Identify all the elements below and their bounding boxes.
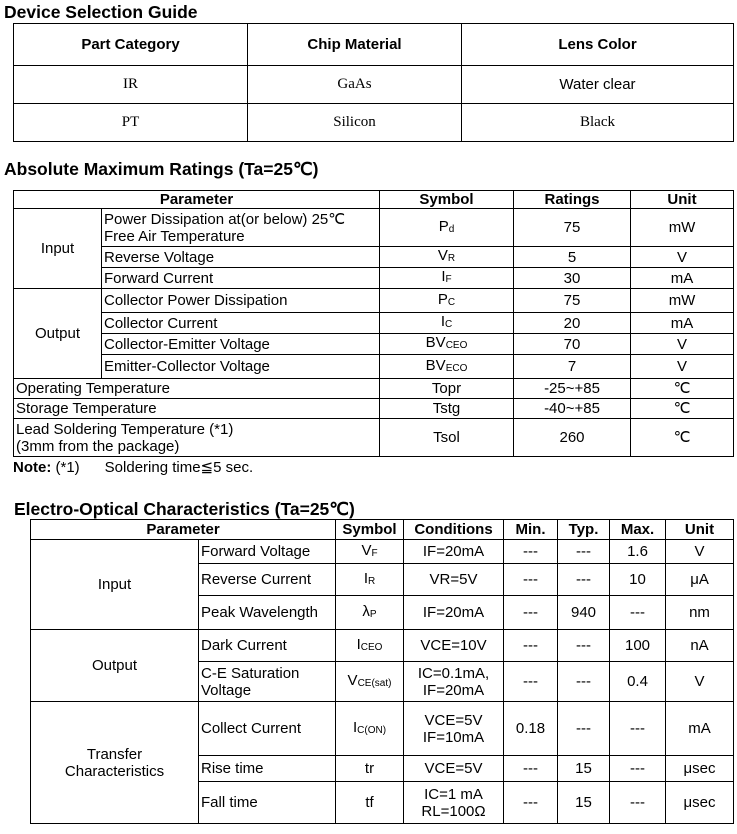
cell-symbol (380, 355, 514, 379)
param-line-1: C-E Saturation (201, 664, 300, 682)
transfer-line-2: Characteristics (64, 762, 165, 780)
symbol-main: P (437, 290, 448, 308)
group-input-label: Input (14, 209, 102, 289)
cell-min: --- (504, 662, 558, 702)
symbol-main: BV (425, 334, 446, 351)
cell-unit: mW (631, 209, 734, 247)
table-row (14, 104, 734, 142)
header-parameter: Parameter (31, 520, 336, 540)
table-row (31, 702, 734, 756)
cond-line-1: IC=0.1mA, (417, 664, 490, 682)
table-row (14, 379, 734, 399)
group-output-label: Output (31, 630, 199, 702)
absolute-maximum-ratings-table (13, 190, 734, 457)
cell-min: --- (504, 596, 558, 630)
cell-unit: V (631, 334, 734, 355)
cell-rating: -40~+85 (514, 399, 631, 419)
symbol-main: I (352, 718, 358, 736)
transfer-line-1: Transfer (86, 745, 143, 763)
table-row (14, 334, 734, 355)
cell-max: --- (610, 782, 666, 824)
cond-line-2: RL=100Ω (421, 802, 486, 820)
cell-conditions: VCE=5V (404, 756, 504, 782)
cell-unit: V (666, 662, 734, 702)
cell-parameter: Reverse Voltage (102, 247, 380, 268)
cell-symbol: Topr (380, 379, 514, 399)
symbol-sub: ECO (445, 362, 468, 374)
cell-symbol (336, 630, 404, 662)
device-selection-table (13, 23, 734, 142)
cell-rating: 260 (514, 419, 631, 457)
cell-symbol: Tsol (380, 419, 514, 457)
cell-max: --- (610, 756, 666, 782)
header-max: Max. (610, 520, 666, 540)
cell-max: 1.6 (610, 540, 666, 564)
cell-parameter: Collect Current (199, 702, 336, 756)
cell-chip-material: GaAs (248, 66, 462, 104)
cell-symbol (380, 268, 514, 289)
cell-part-category: IR (14, 66, 248, 104)
cell-max: 100 (610, 630, 666, 662)
symbol-sub: P (369, 608, 377, 620)
header-min: Min. (504, 520, 558, 540)
cell-unit: μsec (666, 756, 734, 782)
cell-max: 10 (610, 564, 666, 596)
cell-conditions (404, 782, 504, 824)
param-line-2: (3mm from the package) (16, 437, 180, 455)
table-header-row (31, 520, 734, 540)
cell-typ: --- (558, 662, 610, 702)
cond-line-2: IF=20mA (422, 681, 485, 699)
note-text: (*1) Soldering time≦5 sec. (51, 459, 254, 476)
abs-max-title: Absolute Maximum Ratings (Ta=25℃) (4, 159, 319, 179)
soldering-note (13, 458, 253, 476)
electro-optical-table (30, 519, 734, 824)
cell-unit: μsec (666, 782, 734, 824)
cell-symbol (380, 334, 514, 355)
table-row (31, 540, 734, 564)
cell-parameter: Dark Current (199, 630, 336, 662)
cell-min: --- (504, 756, 558, 782)
cell-symbol (336, 564, 404, 596)
param-line-1: Power Dissipation at(or below) 25℃ (104, 210, 346, 228)
cell-parameter: Forward Voltage (199, 540, 336, 564)
device-guide-title: Device Selection Guide (4, 2, 198, 22)
cell-symbol (380, 247, 514, 268)
cell-unit: ℃ (631, 399, 734, 419)
symbol-main: P (438, 217, 449, 235)
cell-chip-material: Silicon (248, 104, 462, 142)
group-output-label: Output (14, 289, 102, 379)
cell-symbol (380, 289, 514, 313)
cell-symbol: Tstg (380, 399, 514, 419)
cell-rating: 30 (514, 268, 631, 289)
symbol-main: I (440, 313, 445, 330)
cell-rating: -25~+85 (514, 379, 631, 399)
symbol-sub: F (371, 547, 378, 559)
group-transfer-label (31, 702, 199, 824)
table-row (14, 355, 734, 379)
table-row (14, 399, 734, 419)
symbol-sub: d (448, 223, 455, 235)
header-conditions: Conditions (404, 520, 504, 540)
table-row (31, 630, 734, 662)
cell-conditions: VR=5V (404, 564, 504, 596)
header-symbol: Symbol (336, 520, 404, 540)
cell-conditions: IF=20mA (404, 540, 504, 564)
cell-min: --- (504, 540, 558, 564)
cell-symbol (336, 662, 404, 702)
header-symbol: Symbol (380, 191, 514, 209)
cell-typ: --- (558, 702, 610, 756)
cell-rating: 5 (514, 247, 631, 268)
symbol-sub: CEO (445, 340, 468, 351)
cell-lens-color: Water clear (462, 66, 734, 104)
note-label: Note: (13, 459, 52, 476)
cell-typ: 15 (558, 782, 610, 824)
cell-min: --- (504, 564, 558, 596)
cell-parameter: Collector Power Dissipation (102, 289, 380, 313)
header-typ: Typ. (558, 520, 610, 540)
header-parameter: Parameter (14, 191, 380, 209)
cell-conditions (404, 702, 504, 756)
cell-rating: 75 (514, 289, 631, 313)
cell-parameter (199, 662, 336, 702)
header-ratings: Ratings (514, 191, 631, 209)
cell-unit: μA (666, 564, 734, 596)
symbol-main: V (347, 671, 358, 689)
cell-unit: mA (631, 313, 734, 334)
symbol-main: λ (362, 602, 370, 620)
cell-parameter: Operating Temperature (14, 379, 380, 399)
cell-typ: 940 (558, 596, 610, 630)
cell-min: --- (504, 630, 558, 662)
cell-parameter: Storage Temperature (14, 399, 380, 419)
cell-symbol (336, 596, 404, 630)
cell-parameter: Fall time (199, 782, 336, 824)
cell-parameter: Collector-Emitter Voltage (102, 334, 380, 355)
table-row (14, 313, 734, 334)
table-row (14, 268, 734, 289)
header-unit: Unit (666, 520, 734, 540)
cell-rating: 75 (514, 209, 631, 247)
header-lens-color: Lens Color (462, 24, 734, 66)
symbol-sub: C (447, 296, 456, 308)
cell-parameter: Reverse Current (199, 564, 336, 596)
cell-rating: 7 (514, 355, 631, 379)
cell-unit: V (631, 355, 734, 379)
symbol-sub: R (367, 575, 376, 587)
symbol-main: V (361, 541, 372, 559)
table-row (14, 66, 734, 104)
param-line-2: Free Air Temperature (104, 227, 245, 245)
cell-parameter: Collector Current (102, 313, 380, 334)
param-line-1: Lead Soldering Temperature (*1) (16, 420, 234, 438)
symbol-main: V (437, 247, 448, 264)
cell-min: 0.18 (504, 702, 558, 756)
cell-max: 0.4 (610, 662, 666, 702)
cell-min: --- (504, 782, 558, 824)
cell-rating: 70 (514, 334, 631, 355)
table-row (14, 209, 734, 247)
cell-parameter: Rise time (199, 756, 336, 782)
symbol-main: I (356, 635, 361, 653)
cell-rating: 20 (514, 313, 631, 334)
cell-unit: ℃ (631, 419, 734, 457)
table-row (14, 419, 734, 457)
symbol-main: I (441, 268, 446, 285)
symbol-sub: CEO (360, 641, 383, 653)
cell-parameter: Forward Current (102, 268, 380, 289)
cell-max: --- (610, 596, 666, 630)
cell-parameter (14, 419, 380, 457)
cell-typ: --- (558, 630, 610, 662)
symbol-sub: C (444, 319, 453, 330)
cell-unit: nm (666, 596, 734, 630)
cell-symbol: tf (336, 782, 404, 824)
cell-unit: nA (666, 630, 734, 662)
cell-unit: V (631, 247, 734, 268)
cell-parameter: Peak Wavelength (199, 596, 336, 630)
cell-lens-color: Black (462, 104, 734, 142)
symbol-main: I (363, 569, 368, 587)
symbol-sub: C(ON) (357, 724, 387, 736)
table-row (14, 247, 734, 268)
header-unit: Unit (631, 191, 734, 209)
cell-conditions (404, 662, 504, 702)
symbol-sub: R (447, 253, 456, 264)
cell-unit: V (666, 540, 734, 564)
cell-parameter (102, 209, 380, 247)
symbol-sub: CE(sat) (357, 677, 392, 689)
param-line-2: Voltage (201, 681, 252, 699)
cell-part-category: PT (14, 104, 248, 142)
cell-max: --- (610, 702, 666, 756)
cell-symbol (380, 209, 514, 247)
table-header-row (14, 24, 734, 66)
cell-symbol (336, 540, 404, 564)
symbol-sub: F (445, 274, 452, 285)
cell-conditions: IF=20mA (404, 596, 504, 630)
cell-parameter: Emitter-Collector Voltage (102, 355, 380, 379)
cell-typ: --- (558, 564, 610, 596)
cell-symbol: tr (336, 756, 404, 782)
table-header-row (14, 191, 734, 209)
cell-unit: mA (631, 268, 734, 289)
header-part-category: Part Category (14, 24, 248, 66)
cell-conditions: VCE=10V (404, 630, 504, 662)
eo-title: Electro-Optical Characteristics (Ta=25℃) (14, 499, 355, 519)
header-chip-material: Chip Material (248, 24, 462, 66)
cell-symbol (380, 313, 514, 334)
cell-unit: ℃ (631, 379, 734, 399)
cell-unit: mA (666, 702, 734, 756)
cell-typ: --- (558, 540, 610, 564)
cell-symbol (336, 702, 404, 756)
cell-unit: mW (631, 289, 734, 313)
cond-line-2: IF=10mA (422, 728, 485, 746)
cell-typ: 15 (558, 756, 610, 782)
group-input-label: Input (31, 540, 199, 630)
symbol-main: BV (425, 356, 446, 374)
cond-line-1: VCE=5V (424, 711, 483, 729)
table-row (14, 289, 734, 313)
cond-line-1: IC=1 mA (424, 785, 483, 803)
